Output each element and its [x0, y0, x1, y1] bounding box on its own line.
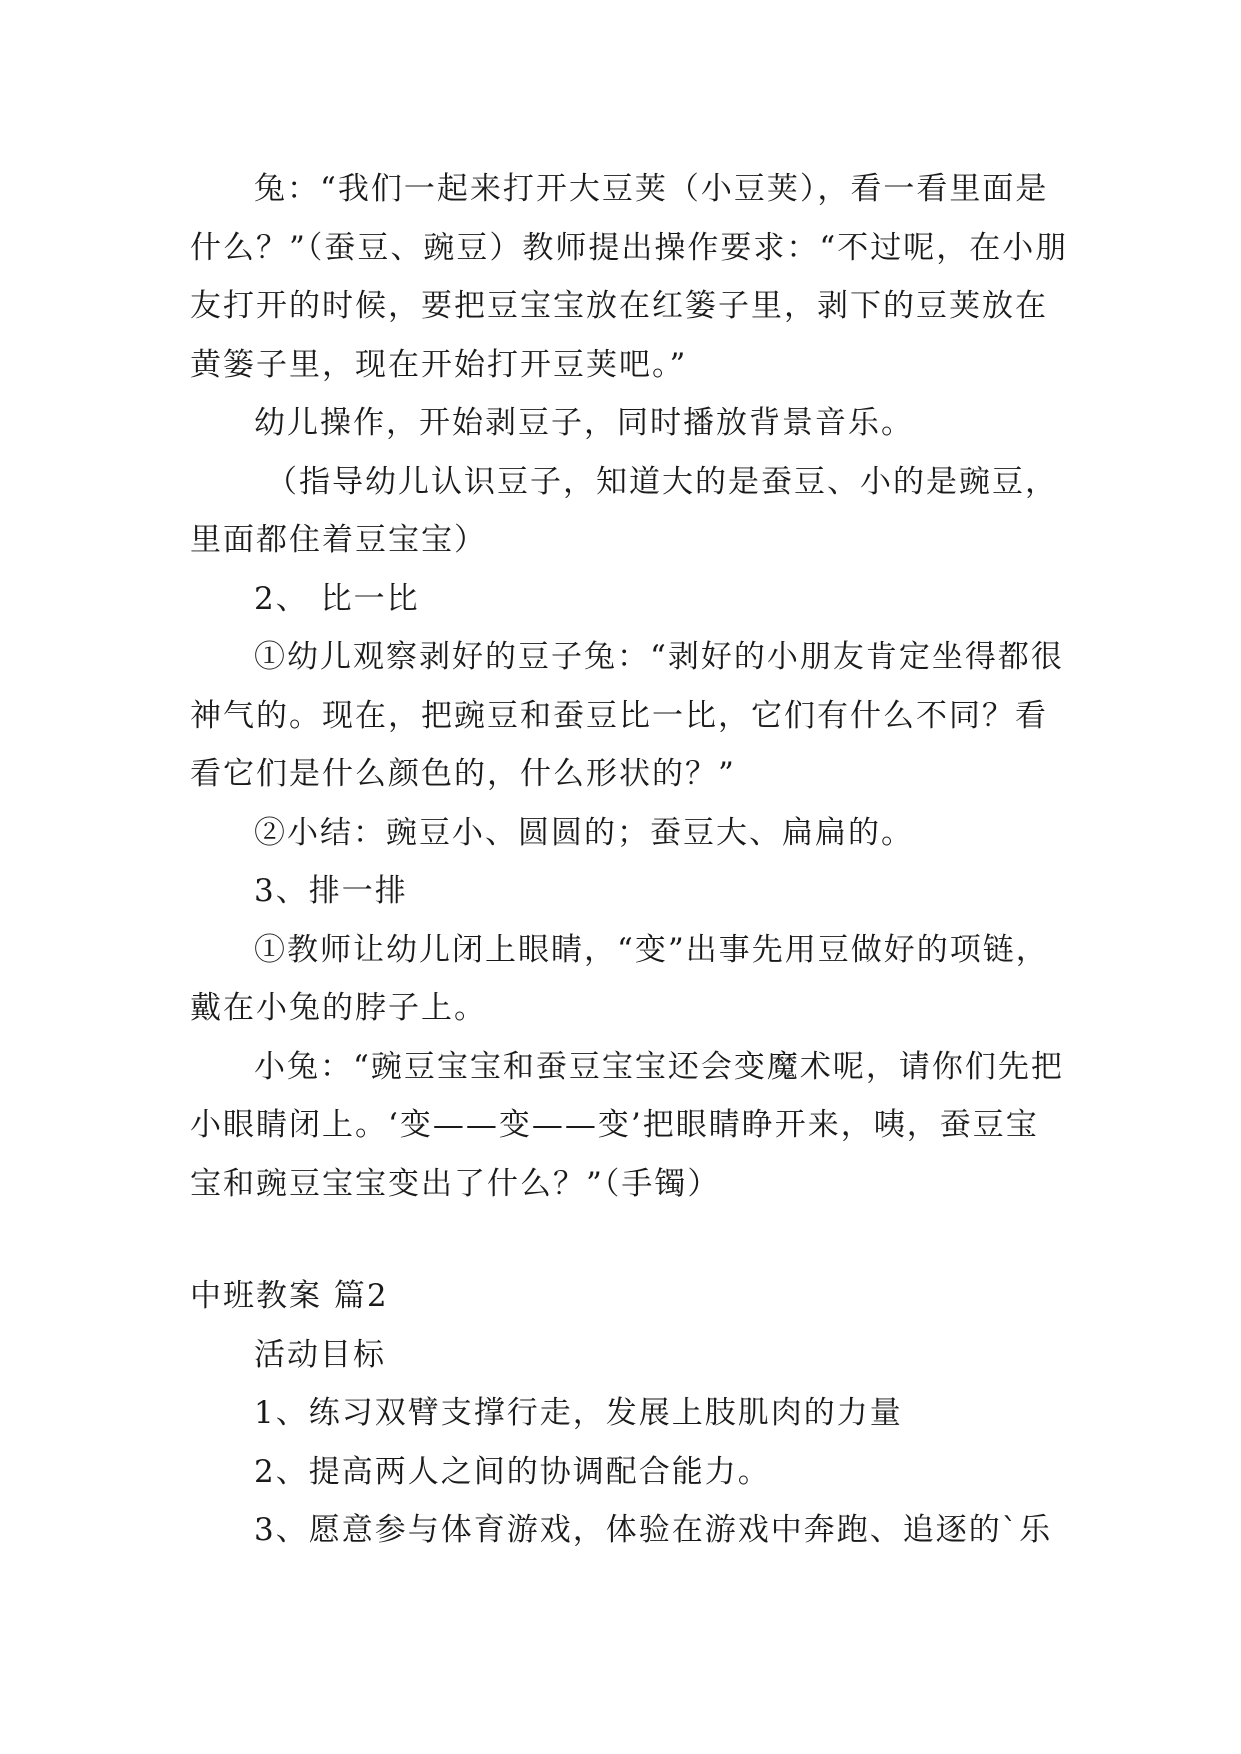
- paragraph-summary: ②小结：豌豆小、圆圆的；蚕豆大、扁扁的。: [254, 814, 914, 851]
- paragraph-children-peel: 幼儿操作，开始剥豆子，同时播放背景音乐。: [254, 405, 914, 441]
- paragraph-step-2-heading: 2、 比一比: [254, 580, 420, 617]
- paragraph-goal-2: 2、提高两人之间的协调配合能力。: [254, 1453, 771, 1490]
- paragraph-rabbit-open-pods: 兔：“我们一起来打开大豆荚（小豆荚），看一看里面是什么？”（蚕豆、豌豆）教师提出操作要求：“不过呢，在小朋友打开的时候，要把豆宝宝放在红篓子里，剥下的豆荚放在黄篓子里，现在开始打开豆荚吧。”: [190, 171, 1069, 383]
- paragraph-necklace: ①教师让幼儿闭上眼睛，“变”出事先用豆做好的项链，戴在小兔的脖子上。: [190, 931, 1049, 1026]
- paragraph-step-3-heading: 3、排一排: [254, 873, 408, 909]
- paragraph-magic-trick: 小兔：“豌豆宝宝和蚕豆宝宝还会变魔术呢，请你们先把小眼睛闭上。‘变——变——变’把眼睛睁开来，咦，蚕豆宝宝和豌豆宝宝变出了什么？”（手镯）: [190, 1048, 1064, 1202]
- paragraph-observe-beans: ①幼儿观察剥好的豆子兔：“剥好的小朋友肯定坐得都很神气的。现在，把豌豆和蚕豆比一比，它们有什么不同？看看它们是什么颜色的，什么形状的？”: [190, 639, 1064, 792]
- section-title: 中班教案 篇2: [190, 1278, 389, 1314]
- document-body: [190, 160, 1070, 1560]
- paragraph-goal-3: 3、愿意参与体育游戏，体验在游戏中奔跑、追逐的`乐: [254, 1512, 1053, 1548]
- paragraph-activity-goals-heading: 活动目标: [254, 1336, 386, 1373]
- section-gap: [190, 1213, 1070, 1267]
- paragraph-goal-1: 1、练习双臂支撑行走，发展上肢肌肉的力量: [254, 1395, 903, 1431]
- paragraph-guidance-note: （指导幼儿认识豆子，知道大的是蚕豆、小的是豌豆，里面都住着豆宝宝）: [190, 463, 1058, 558]
